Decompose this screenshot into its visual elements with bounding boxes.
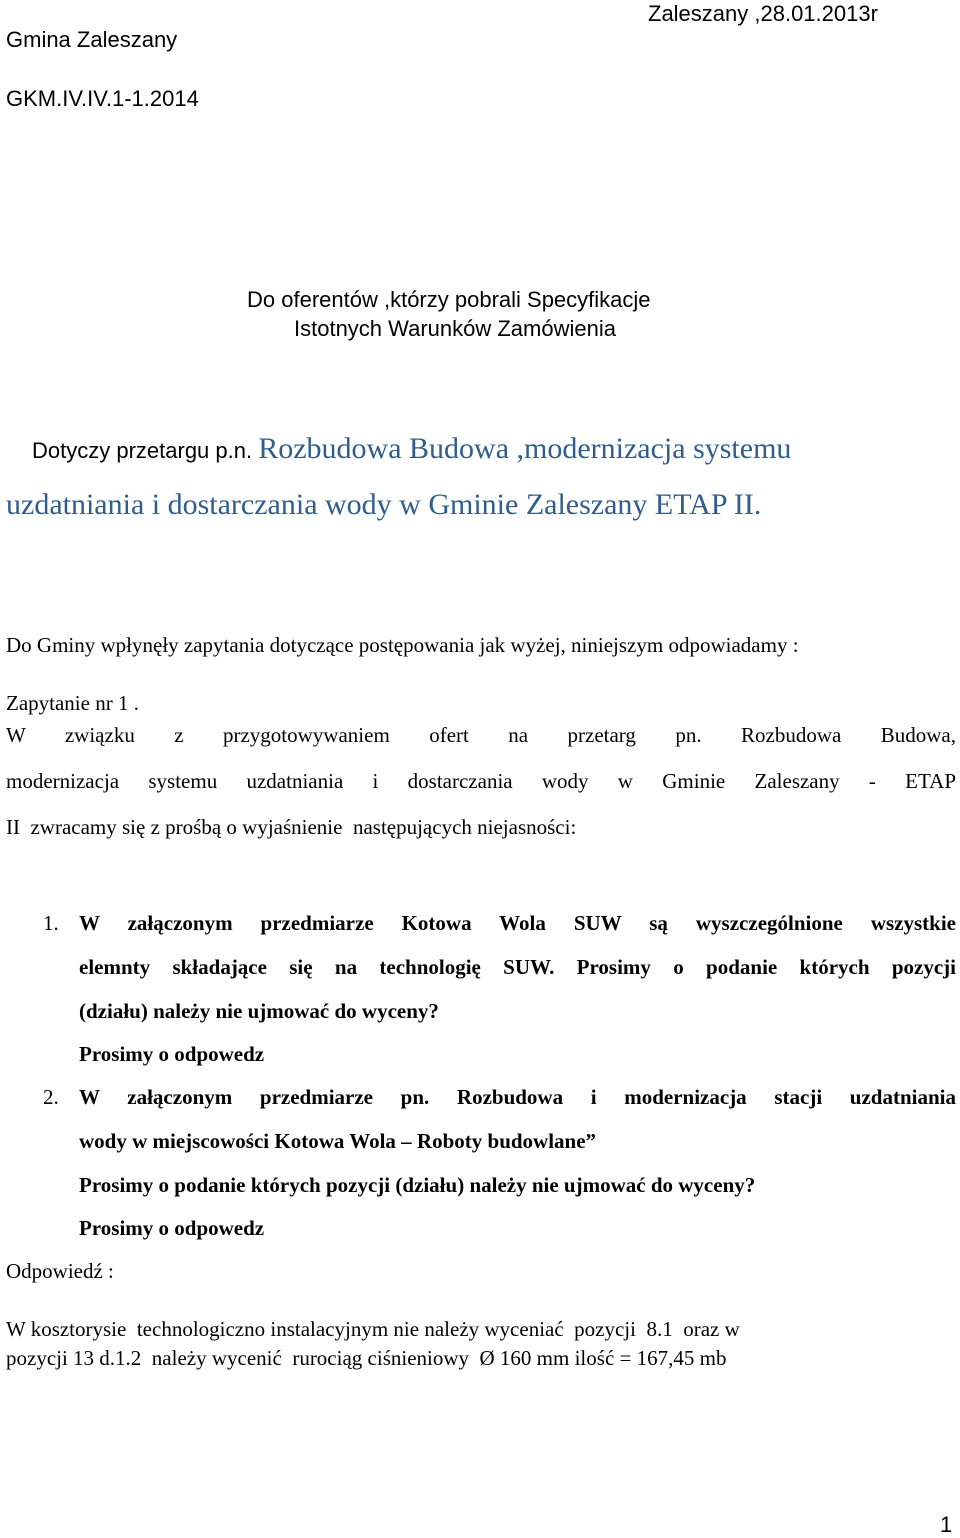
document-date: Zaleszany ,28.01.2013r xyxy=(648,1,878,26)
answer-label: Odpowiedź : xyxy=(6,1259,114,1283)
item-2-line-2: wody w miejscowości Kotowa Wola – Roboty budowlane” xyxy=(79,1129,597,1153)
question-heading: Zapytanie nr 1 . xyxy=(6,691,139,715)
item-2-line-3: Prosimy o podanie których pozycji (działu) należy nie ujmować do wyceny? xyxy=(79,1173,756,1197)
answer-line-2: pozycji 13 d.1.2 należy wycenić rurociąg ciśnieniowy Ø 160 mm ilość = 167,45 mb xyxy=(6,1346,727,1370)
question-line-3: II zwracamy się z prośbą o wyjaśnienie następujących niejasności: xyxy=(6,815,577,839)
item-2-line-1: W załączonym przedmiarze pn. Rozbudowa i modernizacja stacji uzdatniania xyxy=(79,1085,956,1109)
page-number: 1 xyxy=(940,1512,953,1537)
subject-prefix: Dotyczy przetargu p.n. xyxy=(32,438,259,463)
subject-title-part-1: Rozbudowa Budowa ,modernizacja systemu xyxy=(258,432,792,465)
item-1-line-2: elemnty składające się na technologię SUW. Prosimy o podanie których pozycji xyxy=(79,955,956,979)
item-1-number: 1. xyxy=(43,911,59,935)
question-line-1: W związku z przygotowywaniem ofert na przetarg pn. Rozbudowa Budowa, xyxy=(6,723,956,747)
office-name: Gmina Zaleszany xyxy=(6,27,178,52)
item-1-line-1: W załączonym przedmiarze Kotowa Wola SUW są wyszczególnione wszystkie xyxy=(79,911,956,935)
item-2-number: 2. xyxy=(43,1085,59,1109)
subject-title-part-2: uzdatniania i dostarczania wody w Gminie Zaleszany ETAP II. xyxy=(6,488,762,521)
answer-line-1: W kosztorysie technologiczno instalacyjnym nie należy wyceniać pozycji 8.1 oraz w xyxy=(6,1317,740,1341)
addressee-line-2: Istotnych Warunków Zamówienia xyxy=(294,316,616,341)
question-line-2: modernizacja systemu uzdatniania i dostarczania wody w Gminie Zaleszany - ETAP xyxy=(6,769,956,793)
reference-number: GKM.IV.IV.1-1.2014 xyxy=(6,86,199,111)
item-2-line-4: Prosimy o odpowedz xyxy=(79,1216,265,1240)
addressee-line-1: Do oferentów ,którzy pobrali Specyfikacje xyxy=(247,287,651,312)
item-1-line-3: (działu) należy nie ujmować do wyceny? xyxy=(79,999,439,1023)
subject-line-1 xyxy=(32,432,791,466)
intro-text: Do Gminy wpłynęły zapytania dotyczące postępowania jak wyżej, niniejszym odpowiadamy : xyxy=(6,633,799,657)
item-1-line-4: Prosimy o odpowedz xyxy=(79,1042,265,1066)
